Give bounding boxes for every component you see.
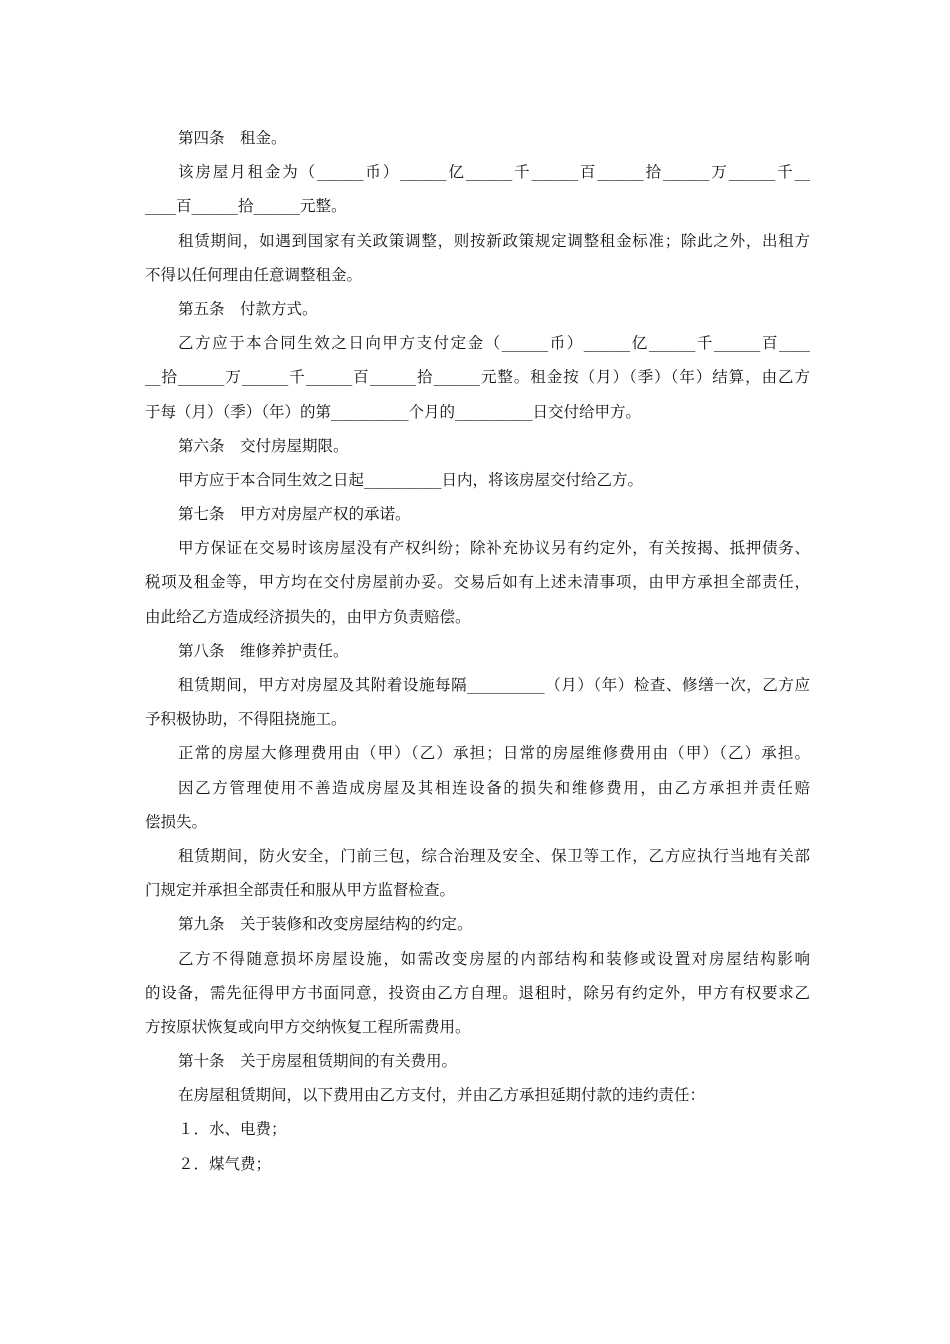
article-8-heading: 第八条 维修养护责任。 [178,641,349,660]
fee-item-2: ２．煤气费； [178,1154,272,1173]
title-guarantee-line-2: 税项及租金等，甲方均在交付房屋前办妥。交易后如有上述未清事项，由甲方承担全部责任， [145,573,810,592]
maintenance-line-1: 租赁期间，甲方对房屋及其附着设施每隔__________（月）（年）检查、修缮一次，乙方应 [178,676,810,694]
fees-intro-line: 在房屋租赁期间，以下费用由乙方支付，并由乙方承担延期付款的违约责任： [178,1086,706,1105]
renovation-line-2: 的设备，需先征得甲方书面同意，投资由乙方自理。退租时，除另有约定外，甲方有权要求乙 [145,983,810,1002]
article-10-heading: 第十条 关于房屋租赁期间的有关费用。 [178,1052,458,1071]
deposit-line-1: 乙方应于本合同生效之日向甲方支付定金（______币）______亿______千______百____ [178,334,810,353]
repair-cost-line: 正常的房屋大修理费用由（甲）（乙）承担；日常的房屋维修费用由（甲）（乙）承担。 [178,744,810,763]
article-6-heading: 第六条 交付房屋期限。 [178,436,349,455]
renovation-line-3: 方按原状恢复或向甲方交纳恢复工程所需费用。 [145,1017,471,1036]
rent-amount-line-1: 该房屋月租金为（______币）______亿______千______百______拾______万______千__ [178,163,810,182]
damage-line-2: 偿损失。 [145,812,208,831]
rent-adjustment-line-1: 租赁期间，如遇到国家有关政策调整，则按新政策规定调整租金标准；除此之外，出租方 [178,231,810,250]
maintenance-line-2: 予积极协助，不得阻挠施工。 [145,710,347,729]
document-page [145,121,810,1181]
safety-line-2: 门规定并承担全部责任和服从甲方监督检查。 [145,881,456,900]
article-7-heading: 第七条 甲方对房屋产权的承诺。 [178,505,411,524]
rent-adjustment-line-2: 不得以任何理由任意调整租金。 [145,265,363,284]
deposit-line-2: __拾______万______千______百______拾______元整。租金按（月）（季）（年）结算，由乙方 [145,368,810,387]
deposit-line-3: 于每（月）（季）（年）的第__________个月的__________日交付给甲方。 [145,402,642,421]
damage-line-1: 因乙方管理使用不善造成房屋及其相连设备的损失和维修费用，由乙方承担并责任赔 [178,778,810,797]
article-9-heading: 第九条 关于装修和改变房屋结构的约定。 [178,915,473,934]
article-5-heading: 第五条 付款方式。 [178,299,318,318]
delivery-line: 甲方应于本合同生效之日起__________日内，将该房屋交付给乙方。 [178,470,644,489]
title-guarantee-line-3: 由此给乙方造成经济损失的，由甲方负责赔偿。 [145,607,471,626]
title-guarantee-line-1: 甲方保证在交易时该房屋没有产权纠纷；除补充协议另有约定外，有关按揭、抵押债务、 [178,539,810,558]
fee-item-1: １．水、电费； [178,1120,287,1139]
renovation-line-1: 乙方不得随意损坏房屋设施，如需改变房屋的内部结构和装修或设置对房屋结构影响 [178,949,810,968]
article-4-heading: 第四条 租金。 [178,129,287,147]
rent-amount-line-2: ____百______拾______元整。 [145,197,347,216]
safety-line-1: 租赁期间，防火安全，门前三包，综合治理及安全、保卫等工作，乙方应执行当地有关部 [178,846,810,865]
